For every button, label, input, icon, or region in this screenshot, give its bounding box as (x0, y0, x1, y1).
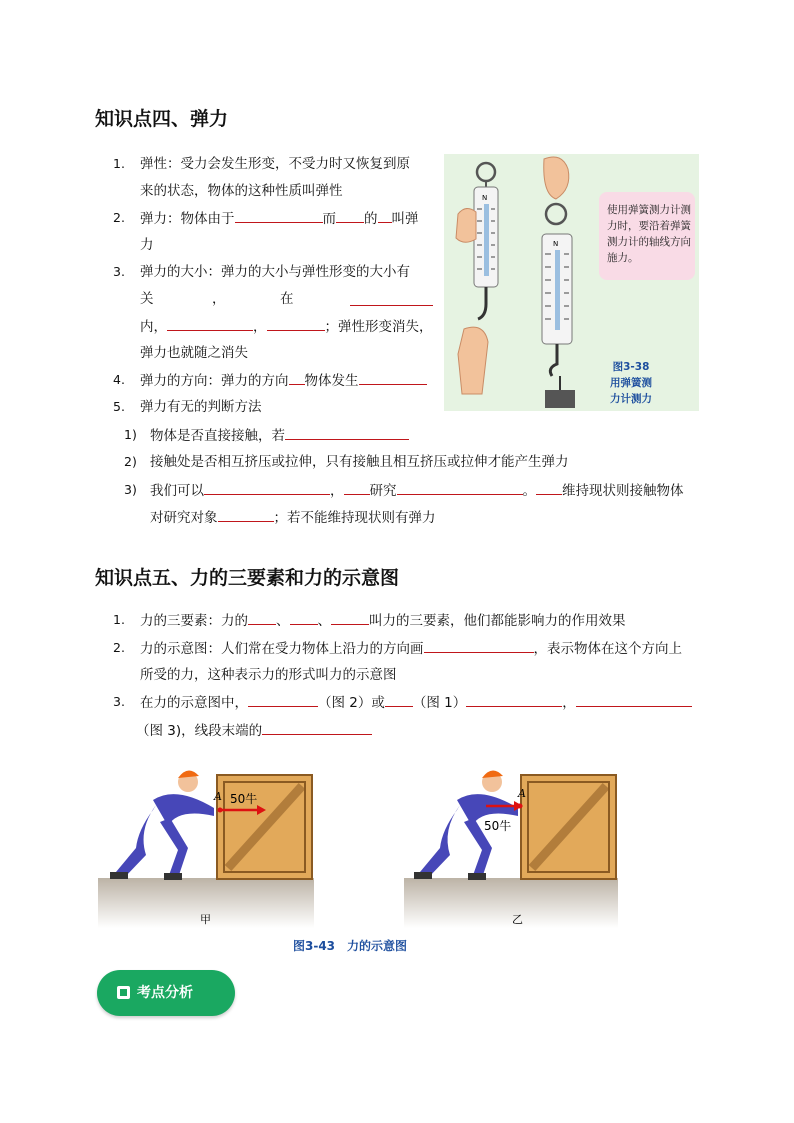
fill-blank[interactable] (424, 638, 534, 653)
fill-blank[interactable] (350, 291, 433, 306)
fill-blank[interactable] (344, 480, 370, 495)
item-number: 3. (113, 694, 125, 709)
item-diagram-parts: 在力的示意图中， （图 2）或 （图 1） ， (140, 692, 692, 713)
item-judge-method: 弹力有无的判断方法 (140, 399, 262, 415)
fill-blank[interactable] (290, 610, 318, 625)
subfigure-label-right: 乙 (512, 913, 523, 926)
svg-text:N: N (553, 240, 559, 248)
item-number: 3. (113, 264, 125, 279)
item-three-elements: 力的三要素：力的 、 、 叫力的三要素，他们都能影响力的作用效果 (140, 610, 626, 631)
item-elasticity-line1: 弹性：受力会发生形变，不受力时又恢复到原 (140, 156, 410, 172)
subitem-contact: 物体是否直接接触，若 (150, 425, 409, 446)
item-diagram-parts-line2: （图 3)，线段末端的 (136, 720, 372, 741)
fill-blank[interactable] (331, 610, 369, 625)
item-force-diagram-line2: 所受的力，这种表示力的形式叫力的示意图 (140, 667, 397, 683)
section5-title: 知识点五、力的三要素和力的示意图 (95, 567, 400, 589)
item-number: 1. (113, 612, 125, 627)
fill-blank[interactable] (248, 692, 318, 707)
crate-right (521, 775, 616, 879)
point-a-right: A (518, 787, 526, 800)
spring-scale-figure (444, 154, 699, 411)
fill-blank[interactable] (167, 316, 253, 331)
fill-blank[interactable] (359, 370, 427, 385)
list-icon (117, 986, 130, 999)
item-elastic-force: 弹力：物体由于 而 的 叫弹 (140, 208, 419, 229)
force-label-right: 50牛 (484, 819, 512, 833)
item-number: 1. (113, 156, 125, 171)
fill-blank[interactable] (285, 425, 409, 440)
force-label-left: 50牛 (230, 792, 258, 806)
fill-blank[interactable] (397, 480, 523, 495)
force-diagram-figure (98, 760, 618, 930)
exam-analysis-badge[interactable]: 考点分析 (97, 970, 235, 1016)
subfigure-label-left: 甲 (200, 913, 211, 926)
section4-title: 知识点四、弹力 (95, 108, 229, 130)
item-number: 4. (113, 372, 125, 387)
fill-blank[interactable] (289, 370, 305, 385)
fill-blank[interactable] (204, 480, 330, 495)
item-magnitude-line2: 关 ， 在 (140, 289, 154, 309)
worker-left (110, 770, 214, 880)
fill-blank[interactable] (576, 692, 692, 707)
item-magnitude-line3: 内， ， ；弹性形变消失， (140, 316, 433, 337)
scale-n-label: N (482, 194, 488, 202)
fill-blank[interactable] (385, 692, 413, 707)
subitem-number: 3) (124, 482, 137, 497)
figure-caption: 图3-43 力的示意图 (293, 939, 408, 953)
fill-blank[interactable] (336, 208, 364, 223)
item-magnitude-line4: 弹力也就随之消失 (140, 345, 248, 361)
fill-blank[interactable] (378, 208, 392, 223)
callout-note: 使用弹簧测力计测力时，要沿着弹簧测力计的轴线方向施力。 (599, 192, 695, 280)
fill-blank[interactable] (235, 208, 323, 223)
fill-blank[interactable] (267, 316, 325, 331)
subitem-hypothesis-line2: 对研究对象 ；若不能维持现状则有弹力 (150, 507, 436, 528)
item-force-diagram: 力的示意图：人们常在受力物体上沿力的方向画 ，表示物体在这个方向上 (140, 638, 682, 659)
subitem-squeeze: 接触处是否相互挤压或拉伸，只有接触且相互挤压或拉伸才能产生弹力 (150, 454, 569, 470)
subitem-number: 1) (124, 427, 137, 442)
point-a-left: A (214, 790, 222, 803)
fill-blank[interactable] (218, 507, 274, 522)
item-magnitude-line1: 弹力的大小：弹力的大小与弹性形变的大小有 (140, 264, 410, 280)
item-number: 2. (113, 640, 125, 655)
subitem-number: 2) (124, 454, 137, 469)
item-elasticity-line2: 来的状态，物体的这种性质叫弹性 (140, 183, 343, 199)
item-elastic-force-line2: 力 (140, 237, 154, 253)
fill-blank[interactable] (262, 720, 372, 735)
crate-left (217, 775, 312, 879)
figure-caption: 图3-38 用弹簧测 力计测力 (610, 361, 652, 405)
item-number: 2. (113, 210, 125, 225)
item-direction: 弹力的方向：弹力的方向 物体发生 (140, 370, 427, 391)
item-number: 5. (113, 399, 125, 414)
fill-blank[interactable] (536, 480, 562, 495)
fill-blank[interactable] (248, 610, 276, 625)
fill-blank[interactable] (466, 692, 562, 707)
subitem-hypothesis: 我们可以 ， 研究 。 维持现状则接触物体 (150, 480, 684, 501)
